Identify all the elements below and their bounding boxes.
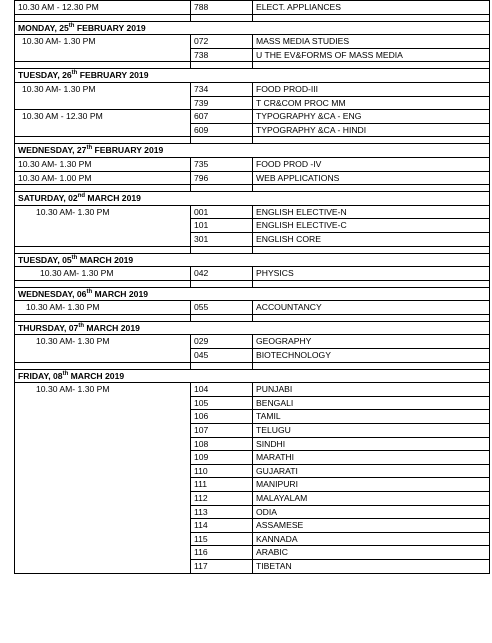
session-time-continued [15, 48, 191, 62]
subject-code: 734 [191, 82, 253, 96]
date-month-year: MARCH 2019 [77, 254, 134, 265]
paper-row [15, 110, 490, 124]
spacer-row [15, 62, 490, 69]
paper-row [15, 383, 490, 397]
paper-row [15, 532, 490, 546]
date-month-year: FEBRUARY 2019 [77, 70, 149, 81]
session-time: 10.30 AM- 1.30 PM [15, 267, 191, 281]
paper-row [15, 492, 490, 506]
subject-code: 607 [191, 110, 253, 124]
spacer-row [15, 14, 490, 21]
subject-name: MARATHI [253, 451, 490, 465]
spacer-row [15, 362, 490, 369]
subject-code: 105 [191, 396, 253, 410]
session-time: 10.30 AM- 1.30 PM [15, 383, 191, 397]
session-time: 10.30 AM - 12.30 PM [15, 1, 191, 15]
subject-name: ENGLISH CORE [253, 232, 490, 246]
session-time-continued [15, 505, 191, 519]
paper-row [15, 559, 490, 573]
date-month-year: MARCH 2019 [68, 370, 125, 381]
date-row [15, 253, 490, 267]
subject-name: PUNJABI [253, 383, 490, 397]
paper-row [15, 48, 490, 62]
subject-code: 029 [191, 335, 253, 349]
session-time: 10.30 AM- 1.30 PM [15, 335, 191, 349]
date-weekday: MONDAY, 25 [18, 22, 69, 33]
date-ordinal-suffix: th [71, 70, 78, 77]
subject-code: 114 [191, 519, 253, 533]
session-time-continued [15, 559, 191, 573]
subject-name: GEOGRAPHY [253, 335, 490, 349]
session-time: 10.30 AM - 12.30 PM [15, 110, 191, 124]
subject-code: 117 [191, 559, 253, 573]
subject-code: 738 [191, 48, 253, 62]
subject-name: TYPOGRAPHY &CA - HINDI [253, 123, 490, 137]
paper-row [15, 301, 490, 315]
date-month-year: FEBRUARY 2019 [74, 22, 146, 33]
subject-name: U THE EV&FORMS OF MASS MEDIA [253, 48, 490, 62]
session-time: 10.30 AM- 1.00 PM [15, 171, 191, 185]
paper-row [15, 464, 490, 478]
session-time-continued [15, 96, 191, 110]
date-row [15, 369, 490, 383]
subject-name: ACCOUNTANCY [253, 301, 490, 315]
paper-row [15, 157, 490, 171]
subject-code: 045 [191, 349, 253, 363]
spacer-row [15, 314, 490, 321]
subject-name: MALAYALAM [253, 492, 490, 506]
subject-name: ARABIC [253, 546, 490, 560]
session-time-continued [15, 232, 191, 246]
subject-name: TAMIL [253, 410, 490, 424]
paper-row [15, 96, 490, 110]
date-row [15, 21, 490, 35]
session-time-continued [15, 437, 191, 451]
date-heading [15, 287, 490, 301]
paper-row [15, 171, 490, 185]
date-ordinal-suffix: th [86, 145, 93, 152]
paper-row [15, 396, 490, 410]
exam-schedule-table [14, 0, 490, 574]
paper-row [15, 437, 490, 451]
subject-code: 735 [191, 157, 253, 171]
subject-name: MANIPURI [253, 478, 490, 492]
subject-code: 116 [191, 546, 253, 560]
subject-code: 112 [191, 492, 253, 506]
subject-code: 106 [191, 410, 253, 424]
paper-row [15, 424, 490, 438]
session-time-continued [15, 451, 191, 465]
subject-code: 739 [191, 96, 253, 110]
date-ordinal-suffix: th [68, 22, 75, 29]
date-weekday: TUESDAY, 26 [18, 70, 72, 81]
paper-row [15, 219, 490, 233]
subject-name: BENGALI [253, 396, 490, 410]
subject-code: 796 [191, 171, 253, 185]
session-time-continued [15, 532, 191, 546]
subject-code: 110 [191, 464, 253, 478]
subject-code: 104 [191, 383, 253, 397]
date-ordinal-suffix: th [62, 370, 69, 377]
date-heading [15, 192, 490, 206]
session-time-continued [15, 396, 191, 410]
exam-schedule-body [15, 1, 490, 574]
paper-row [15, 1, 490, 15]
date-heading [15, 369, 490, 383]
session-time-continued [15, 464, 191, 478]
session-time-continued [15, 519, 191, 533]
date-weekday: SATURDAY, 02 [18, 193, 78, 204]
session-time-continued [15, 424, 191, 438]
date-heading [15, 321, 490, 335]
date-weekday: WEDNESDAY, 27 [18, 145, 87, 156]
subject-code: 113 [191, 505, 253, 519]
paper-row [15, 478, 490, 492]
subject-name: TIBETAN [253, 559, 490, 573]
subject-name: ODIA [253, 505, 490, 519]
date-weekday: THURSDAY, 07 [18, 322, 79, 333]
date-ordinal-suffix: nd [77, 193, 86, 200]
date-month-year: MARCH 2019 [85, 193, 141, 204]
paper-row [15, 505, 490, 519]
date-row [15, 69, 490, 83]
date-month-year: MARCH 2019 [84, 322, 140, 333]
session-time-continued [15, 478, 191, 492]
session-time-continued [15, 349, 191, 363]
session-time-continued [15, 219, 191, 233]
subject-name: PHYSICS [253, 267, 490, 281]
date-weekday: TUESDAY, 05 [18, 254, 72, 265]
subject-code: 101 [191, 219, 253, 233]
subject-name: KANNADA [253, 532, 490, 546]
subject-name: BIOTECHNOLOGY [253, 349, 490, 363]
subject-code: 109 [191, 451, 253, 465]
date-weekday: WEDNESDAY, 06 [18, 288, 87, 299]
spacer-row [15, 137, 490, 144]
subject-code: 107 [191, 424, 253, 438]
paper-row [15, 123, 490, 137]
spacer-row [15, 246, 490, 253]
subject-code: 301 [191, 232, 253, 246]
subject-code: 042 [191, 267, 253, 281]
spacer-row [15, 280, 490, 287]
subject-name: TELUGU [253, 424, 490, 438]
paper-row [15, 410, 490, 424]
subject-name: FOOD PROD-III [253, 82, 490, 96]
session-time: 10.30 AM- 1.30 PM [15, 301, 191, 315]
date-row [15, 287, 490, 301]
date-row [15, 144, 490, 158]
subject-code: 111 [191, 478, 253, 492]
subject-name: ASSAMESE [253, 519, 490, 533]
subject-name: ENGLISH ELECTIVE-C [253, 219, 490, 233]
session-time: 10.30 AM- 1.30 PM [15, 82, 191, 96]
session-time-continued [15, 492, 191, 506]
subject-code: 609 [191, 123, 253, 137]
session-time-continued [15, 123, 191, 137]
subject-code: 055 [191, 301, 253, 315]
paper-row [15, 232, 490, 246]
paper-row [15, 519, 490, 533]
date-heading [15, 21, 490, 35]
date-ordinal-suffix: th [86, 288, 93, 295]
date-row [15, 192, 490, 206]
session-time: 10.30 AM- 1.30 PM [15, 35, 191, 49]
date-weekday: FRIDAY, 08 [18, 370, 63, 381]
paper-row [15, 82, 490, 96]
subject-name: WEB APPLICATIONS [253, 171, 490, 185]
subject-name: TYPOGRAPHY &CA - ENG [253, 110, 490, 124]
paper-row [15, 35, 490, 49]
subject-name: ELECT. APPLIANCES [253, 1, 490, 15]
paper-row [15, 546, 490, 560]
subject-name: MASS MEDIA STUDIES [253, 35, 490, 49]
session-time-continued [15, 546, 191, 560]
session-time: 10.30 AM- 1.30 PM [15, 157, 191, 171]
subject-code: 788 [191, 1, 253, 15]
subject-name: SINDHI [253, 437, 490, 451]
session-time-continued [15, 410, 191, 424]
paper-row [15, 349, 490, 363]
subject-name: ENGLISH ELECTIVE-N [253, 205, 490, 219]
date-month-year: MARCH 2019 [92, 288, 149, 299]
date-heading [15, 144, 490, 158]
date-heading [15, 253, 490, 267]
paper-row [15, 451, 490, 465]
subject-code: 108 [191, 437, 253, 451]
subject-name: GUJARATI [253, 464, 490, 478]
subject-code: 001 [191, 205, 253, 219]
date-row [15, 321, 490, 335]
spacer-row [15, 185, 490, 192]
subject-code: 115 [191, 532, 253, 546]
subject-name: T CR&COM PROC MM [253, 96, 490, 110]
date-month-year: FEBRUARY 2019 [92, 145, 164, 156]
date-ordinal-suffix: th [71, 254, 78, 261]
date-heading [15, 69, 490, 83]
date-ordinal-suffix: th [78, 323, 85, 330]
paper-row [15, 335, 490, 349]
subject-code: 072 [191, 35, 253, 49]
paper-row [15, 205, 490, 219]
paper-row [15, 267, 490, 281]
subject-name: FOOD PROD -IV [253, 157, 490, 171]
session-time: 10.30 AM- 1.30 PM [15, 205, 191, 219]
